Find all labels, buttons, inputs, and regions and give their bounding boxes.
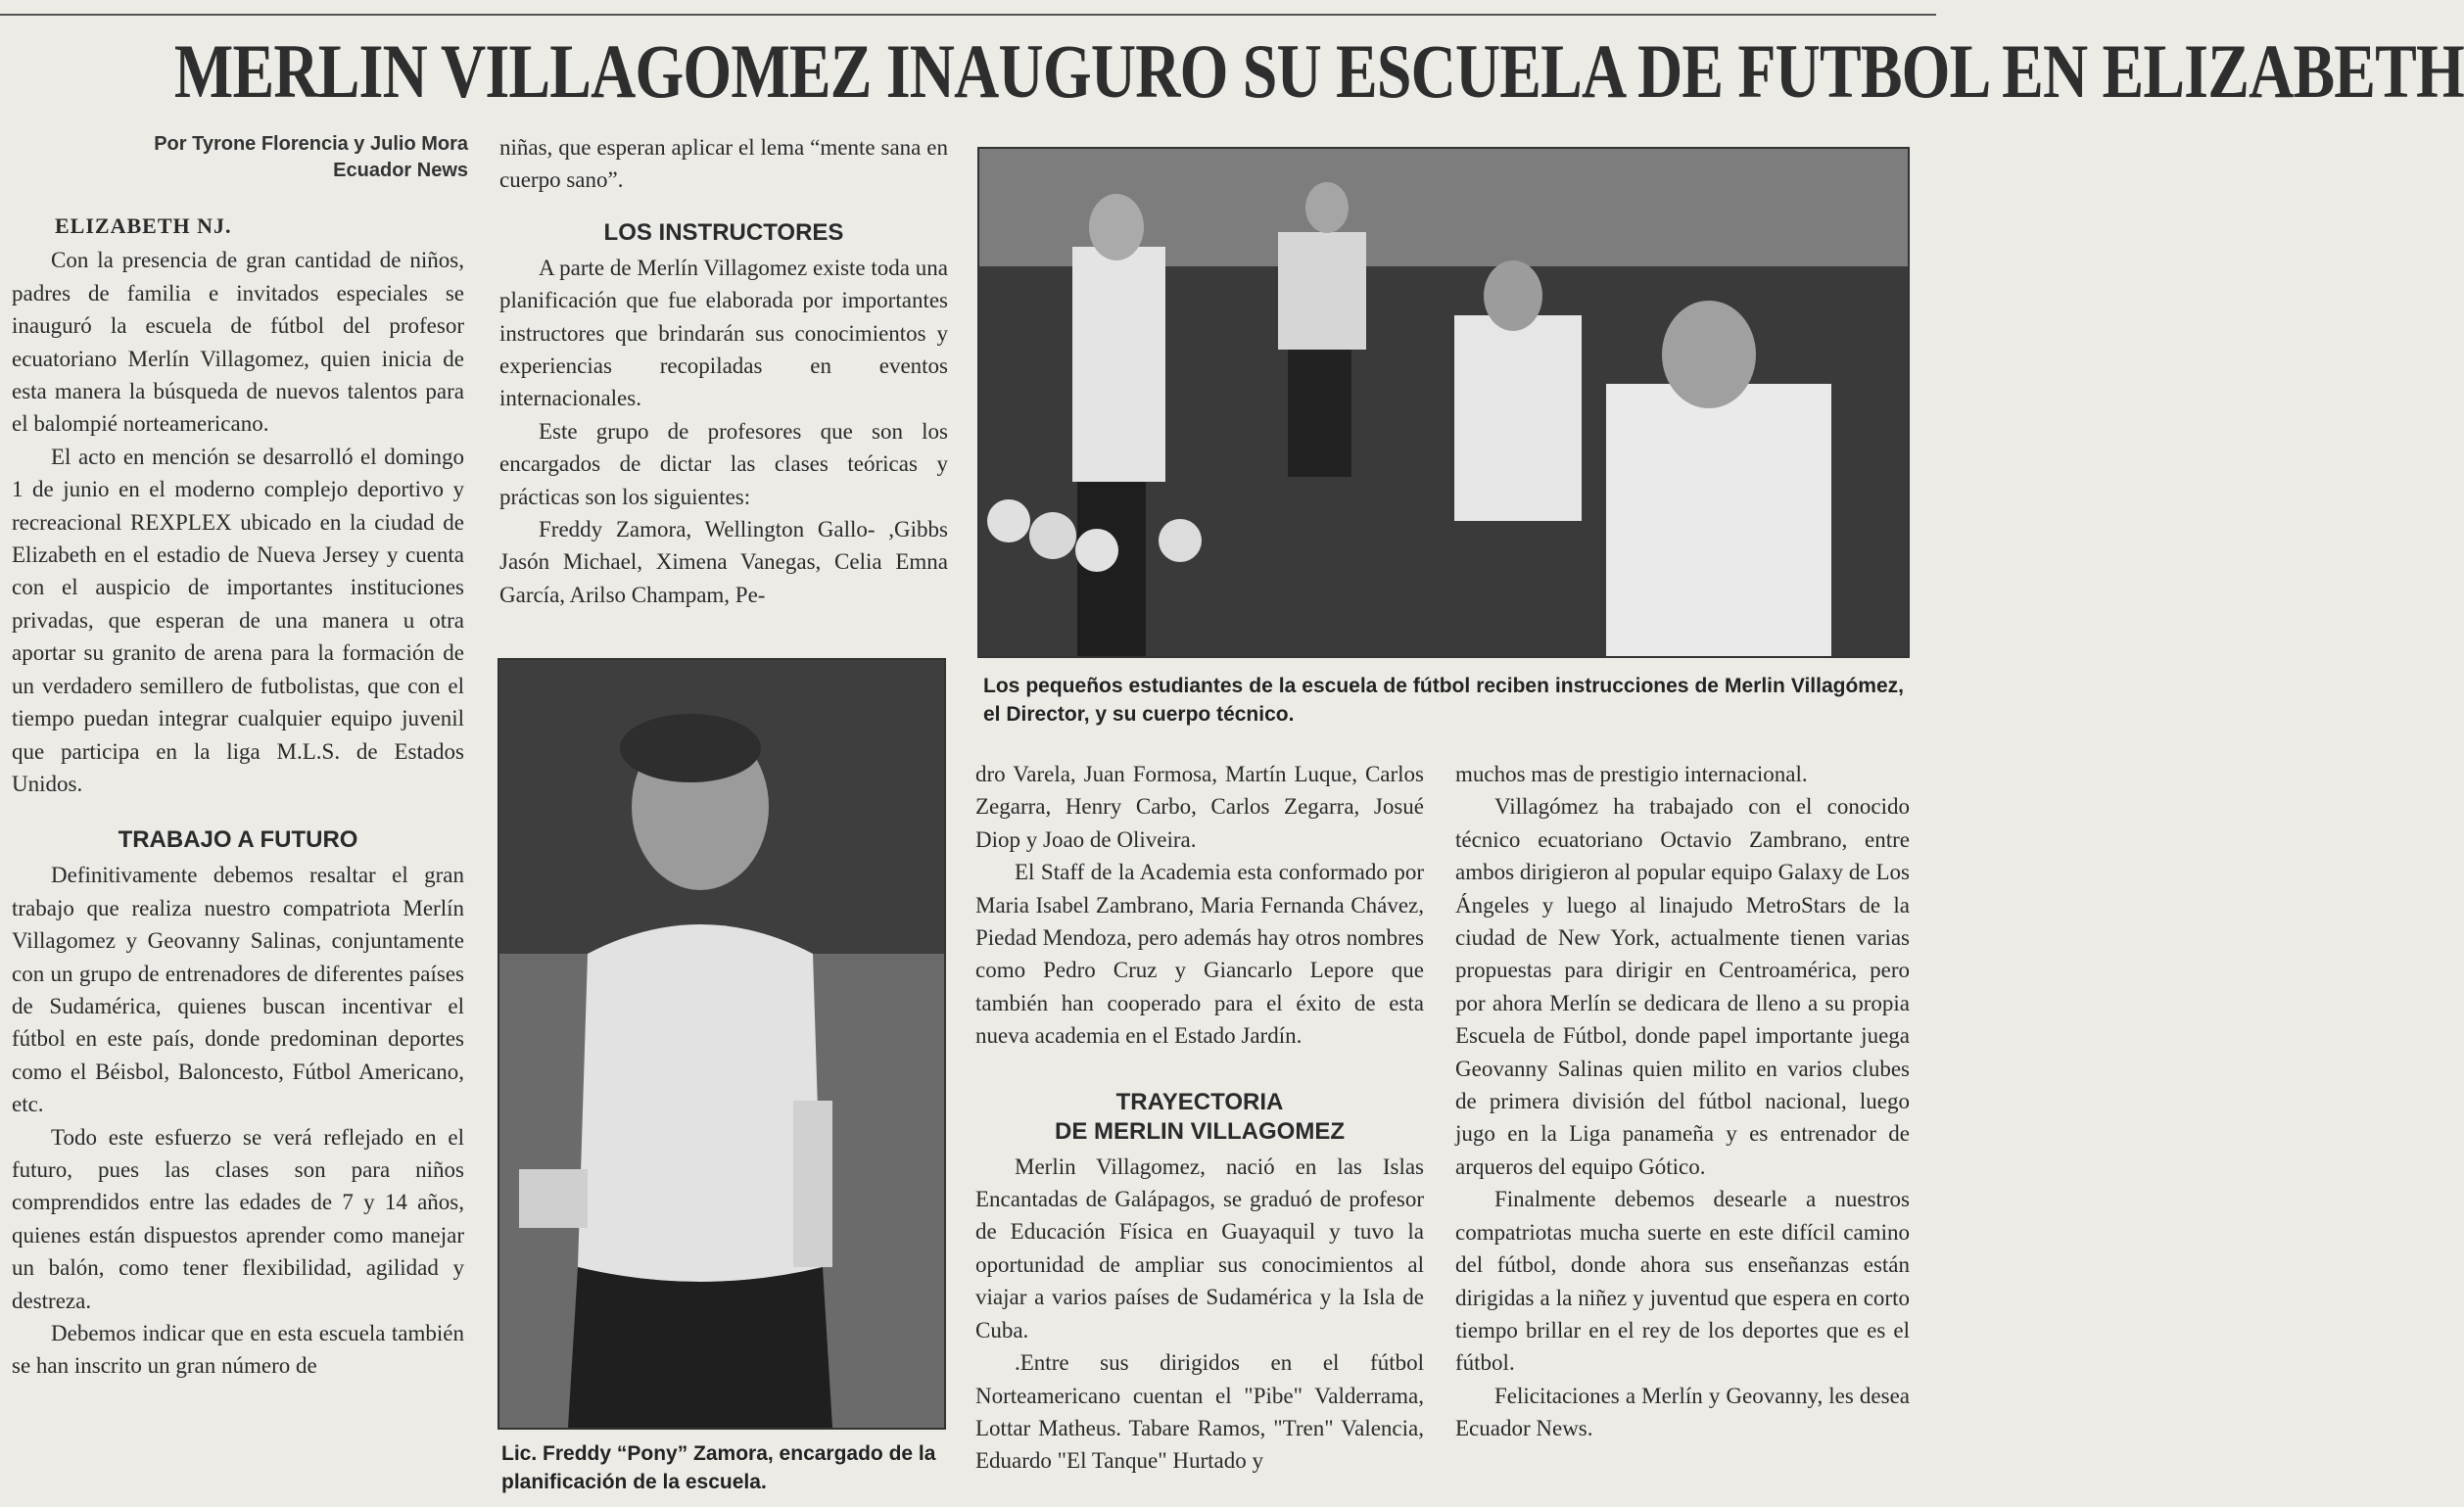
byline-outlet: Ecuador News (333, 160, 468, 181)
column-3 (975, 758, 1424, 1478)
column-2 (499, 131, 948, 611)
paragraph: Este grupo de profesores que son los encargados de dictar las clases teóricas y prácticas son los siguientes: (499, 418, 948, 509)
paragraph: .Entre sus dirigidos en el fútbol Norteamericano cuentan el "Pibe" Valderrama, Lottar Matheus. Tabare Ramos, "Tren" Valencia, Eduardo "El Tanque" Hurtado y (975, 1350, 1424, 1474)
paragraph: Villagómez ha trabajado con el conocido técnico ecuatoriano Octavio Zambrano, entre ambos dirigieron al popular equipo Galaxy de Los Ángeles y luego al linajudo MetroStars de la ciudad de New York, actualmente tienen varias propuestas para dirigir en Centroamérica, pero por ahora Merlín se dedicara de lleno a su propia Escuela de Fútbol, donde papel importante juega Geovanny Salinas quien milito en varios clubes de primera división del fútbol nacional, luego jugo en la Liga panameña y es entrenador de arqueros del equipo Gótico. (1455, 794, 1910, 1179)
caption-portrait: Lic. Freddy “Pony” Zamora, encargado de la planificación de la escuela. (501, 1442, 936, 1493)
subhead-trayectoria (975, 1088, 1424, 1147)
paragraph: Merlin Villagomez, nació en las Islas Encantadas de Galápagos, se graduó de profesor de Educación Física en Guayaquil y tuvo la oportunidad de ampliar sus conocimientos al viajar a varios países de Sudamérica y la Isla de Cuba. (975, 1154, 1424, 1342)
paragraph: Freddy Zamora, Wellington Gallo- ,Gibbs Jasón Michael, Ximena Vanegas, Celia Emna García, Arilso Champam, Pe- (499, 517, 948, 607)
byline-authors: Por Tyrone Florencia y Julio Mora (154, 133, 468, 155)
paragraph: El acto en mención se desarrolló el domingo 1 de junio en el moderno complejo deportivo y recreacional REXPLEX ubicado en la ciudad de Elizabeth en el estadio de Nueva Jersey y cuenta con el auspicio de importantes instituciones privadas, que esperan de una manera u otra aportar su granito de arena para la formación de un verdadero semillero de futbolistas, que con el tiempo puedan integrar cualquier equipo juvenil que participa en la liga M.L.S. de Estados Unidos. (12, 444, 464, 796)
dateline: ELIZABETH NJ. (55, 213, 232, 238)
paragraph: Definitivamente debemos resaltar el gran trabajo que realiza nuestro compatriota Merlín Villagomez y Geovanny Salinas, conjuntamente con un grupo de entrenadores de diferentes países de Sudamérica, quienes buscan incentivar el fútbol en este país, donde predominan deportes como el Béisbol, Baloncesto, Fútbol Americano, etc. (12, 863, 464, 1117)
top-rule (0, 14, 1936, 16)
subhead-instructores: LOS INSTRUCTORES (603, 218, 844, 246)
paragraph: dro Varela, Juan Formosa, Martín Luque, Carlos Zegarra, Henry Carbo, Carlos Zegarra, Josué Diop y Joao de Oliveira. (975, 762, 1424, 852)
column-4 (1455, 758, 1910, 1445)
paragraph: El Staff de la Academia esta conformado por Maria Isabel Zambrano, Maria Fernanda Chávez, Piedad Mendoza, pero además hay otros nombres como Pedro Cruz y Giancarlo Lepore que también han cooperado para el éxito de esta nueva academia en el Estado Jardín. (975, 860, 1424, 1049)
paragraph: Felicitaciones a Merlín y Geovanny, les desea Ecuador News. (1455, 1383, 1910, 1441)
students-photo-image (979, 149, 1908, 656)
paragraph: Todo este esfuerzo se verá reflejado en el futuro, pues las clases son para niños comprendidos entre las edades de 7 y 14 años, quienes están dispuestos aprender como manejar un balón, como tener flexibilidad, agilidad y destreza. (12, 1124, 464, 1313)
column-1 (12, 210, 464, 1383)
paragraph: Finalmente debemos desearle a nuestros compatriotas mucha suerte en este difícil camino del fútbol, donde ahora sus enseñanzas están dirigidas a la niñez y juventud que espera en corto tiempo brillar en el rey de los deportes que es el fútbol. (1455, 1187, 1910, 1376)
paragraph: Debemos indicar que en esta escuela también se han inscrito un gran número de (12, 1321, 464, 1379)
paragraph: Con la presencia de gran cantidad de niños, padres de familia e invitados especiales se inauguró la escuela de fútbol del profesor ecuatoriano Merlín Villagomez, quien inicia de esta manera la búsqueda de nuevos talentos para el balompié norteamericano. (12, 248, 464, 437)
subhead-trayectoria-line2: DE MERLIN VILLAGOMEZ (1055, 1117, 1345, 1145)
students-photo (977, 147, 1910, 658)
byline (59, 131, 468, 184)
caption-students: Los pequeños estudiantes de la escuela de fútbol reciben instrucciones de Merlin Villagómez, el Director, y su cuerpo técnico. (983, 675, 1904, 726)
paragraph: niñas, que esperan aplicar el lema “mente sana en cuerpo sano”. (499, 135, 948, 193)
portrait-photo (498, 658, 946, 1430)
subhead-trabajo: TRABAJO A FUTURO (118, 826, 358, 854)
portrait-photo-image (499, 660, 944, 1428)
paragraph: muchos mas de prestigio internacional. (1455, 762, 1808, 786)
subhead-trayectoria-line1: TRAYECTORIA (1115, 1088, 1284, 1115)
paragraph: A parte de Merlín Villagomez existe toda una planificación que fue elaborada por importantes instructores que brindarán sus conocimientos y experiencias recopiladas en eventos internacionales. (499, 255, 948, 411)
headline: MERLIN VILLAGOMEZ INAUGURO SU ESCUELA DE FUTBOL EN ELIZABETH (173, 28, 2464, 114)
